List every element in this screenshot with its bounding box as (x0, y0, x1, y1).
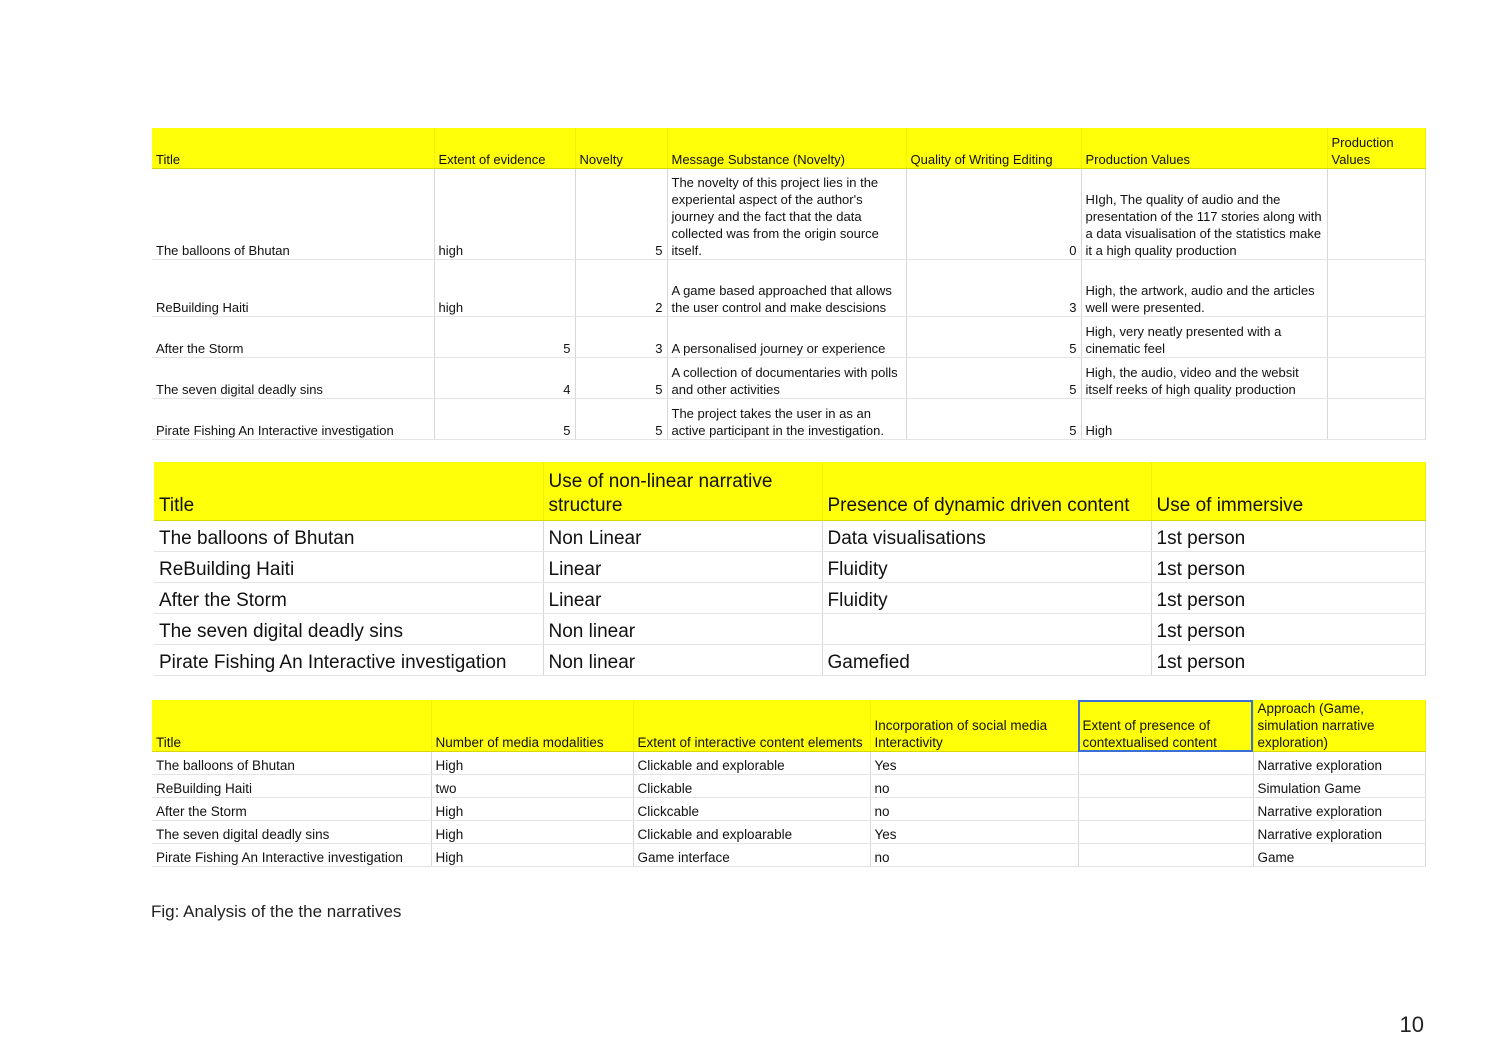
table-cell: After the Storm (152, 317, 434, 358)
table-cell: A game based approached that allows the user control and make descisions (667, 260, 906, 317)
table-cell (1078, 752, 1253, 775)
interactivity-table (152, 700, 1426, 867)
table-cell: 1st person (1151, 521, 1425, 552)
table-cell: High (431, 752, 633, 775)
col-extent-evidence-header: Extent of evidence (434, 128, 575, 169)
table-cell: 5 (906, 317, 1081, 358)
table-cell: no (870, 844, 1078, 867)
col-media-modalities-header: Number of media modalities (431, 700, 633, 752)
table-cell: The balloons of Bhutan (152, 169, 434, 260)
table-cell: ReBuilding Haiti (152, 260, 434, 317)
table-row (152, 752, 1425, 775)
narrative-structure-table (154, 462, 1426, 676)
table-cell: 5 (434, 317, 575, 358)
table-row (152, 169, 1425, 260)
table-header-row (154, 462, 1425, 521)
table-cell: After the Storm (154, 583, 543, 614)
table-cell: Non linear (543, 645, 822, 676)
table-cell: 5 (575, 169, 667, 260)
table-cell: High, very neatly presented with a cinematic feel (1081, 317, 1327, 358)
table-cell: 3 (906, 260, 1081, 317)
col-social-media-header: Incorporation of social media Interactivity (870, 700, 1078, 752)
table-cell: Clickcable (633, 798, 870, 821)
table-cell: 1st person (1151, 552, 1425, 583)
table-cell: The balloons of Bhutan (152, 752, 431, 775)
table-cell: High, the artwork, audio and the articles well were presented. (1081, 260, 1327, 317)
table-cell: 5 (575, 358, 667, 399)
table-cell: The seven digital deadly sins (152, 358, 434, 399)
table-cell: Simulation Game (1253, 775, 1425, 798)
table-cell: Clickable and explorable (633, 752, 870, 775)
table-cell (1078, 775, 1253, 798)
table-row (152, 798, 1425, 821)
table-cell: Clickable (633, 775, 870, 798)
table-cell: Linear (543, 552, 822, 583)
table-cell: Narrative exploration (1253, 798, 1425, 821)
table-cell: 4 (434, 358, 575, 399)
table-cell: 5 (434, 399, 575, 440)
table-cell: 1st person (1151, 645, 1425, 676)
table-cell: Clickable and exploarable (633, 821, 870, 844)
table-cell: 0 (906, 169, 1081, 260)
page-number: 10 (1399, 1012, 1424, 1037)
col-nonlinear-structure-header: Use of non-linear narrative structure (543, 462, 822, 521)
col-writing-quality-header: Quality of Writing Editing (906, 128, 1081, 169)
table-row (154, 645, 1425, 676)
table-cell: Pirate Fishing An Interactive investigation (152, 844, 431, 867)
col-production-values-header-2: Production Values (1327, 128, 1425, 169)
table-cell: 5 (906, 399, 1081, 440)
col-novelty-header: Novelty (575, 128, 667, 169)
table-cell (1327, 260, 1425, 317)
table-cell: 1st person (1151, 583, 1425, 614)
table-cell (1078, 821, 1253, 844)
table-cell: High (431, 844, 633, 867)
table-cell: 3 (575, 317, 667, 358)
table-cell (1327, 358, 1425, 399)
table-cell: Yes (870, 821, 1078, 844)
table-cell: Game interface (633, 844, 870, 867)
table-cell: Yes (870, 752, 1078, 775)
table-cell (1078, 798, 1253, 821)
table-cell: After the Storm (152, 798, 431, 821)
table-cell: Fluidity (822, 552, 1151, 583)
table-cell: ReBuilding Haiti (154, 552, 543, 583)
table-header-row (152, 700, 1425, 752)
table-cell: Data visualisations (822, 521, 1151, 552)
table-cell: High (431, 821, 633, 844)
table-cell: 2 (575, 260, 667, 317)
table-cell: two (431, 775, 633, 798)
table-cell: A collection of documentaries with polls and other activities (667, 358, 906, 399)
table-row (152, 399, 1425, 440)
table-cell: Non linear (543, 614, 822, 645)
table-cell: Gamefied (822, 645, 1151, 676)
table-cell (822, 614, 1151, 645)
table-row (154, 614, 1425, 645)
table-cell: Narrative exploration (1253, 821, 1425, 844)
table-cell: The novelty of this project lies in the experiental aspect of the author's journey and the fact that the data collected was from the origin source itself. (667, 169, 906, 260)
table-row (154, 583, 1425, 614)
table-cell: ReBuilding Haiti (152, 775, 431, 798)
table-cell: high (434, 169, 575, 260)
table-row (152, 358, 1425, 399)
col-production-values-header: Production Values (1081, 128, 1327, 169)
table-cell: The seven digital deadly sins (154, 614, 543, 645)
col-title-header: Title (152, 700, 431, 752)
table-cell (1327, 169, 1425, 260)
col-approach-header: Approach (Game, simulation narrative exploration) (1253, 700, 1425, 752)
table-cell: no (870, 798, 1078, 821)
table-row (152, 317, 1425, 358)
table-cell: 5 (906, 358, 1081, 399)
table-cell: The seven digital deadly sins (152, 821, 431, 844)
evaluation-table (152, 128, 1426, 440)
table-cell: high (434, 260, 575, 317)
table-cell: Pirate Fishing An Interactive investigation (154, 645, 543, 676)
table-cell: Game (1253, 844, 1425, 867)
col-title-header: Title (152, 128, 434, 169)
table-cell: The project takes the user in as an active participant in the investigation. (667, 399, 906, 440)
col-dynamic-content-header: Presence of dynamic driven content (822, 462, 1151, 521)
table-row (152, 844, 1425, 867)
table-cell: A personalised journey or experience (667, 317, 906, 358)
table-cell: no (870, 775, 1078, 798)
table-cell (1327, 399, 1425, 440)
table-header-row (152, 128, 1425, 169)
table-cell: Pirate Fishing An Interactive investigation (152, 399, 434, 440)
table-cell: High (431, 798, 633, 821)
table-row (152, 260, 1425, 317)
table-cell: 5 (575, 399, 667, 440)
table-row (154, 521, 1425, 552)
table-cell (1327, 317, 1425, 358)
table-cell (1078, 844, 1253, 867)
table-row (154, 552, 1425, 583)
table-cell: Fluidity (822, 583, 1151, 614)
table-cell: Linear (543, 583, 822, 614)
table-row (152, 775, 1425, 798)
col-interactive-content-header: Extent of interactive content elements (633, 700, 870, 752)
table-cell: HIgh, The quality of audio and the presentation of the 117 stories along with a data visualisation of the statistics make it a high quality production (1081, 169, 1327, 260)
col-title-header: Title (154, 462, 543, 521)
figure-caption: Fig: Analysis of the the narratives (151, 902, 402, 921)
col-contextualised-content-header[interactable]: Extent of presence of contextualised content (1078, 700, 1253, 752)
col-message-substance-header: Message Substance (Novelty) (667, 128, 906, 169)
table-cell: Non Linear (543, 521, 822, 552)
table-cell: High, the audio, video and the websit itself reeks of high quality production (1081, 358, 1327, 399)
col-immersive-header: Use of immersive (1151, 462, 1425, 521)
table-cell: High (1081, 399, 1327, 440)
table-cell: Narrative exploration (1253, 752, 1425, 775)
table-cell: 1st person (1151, 614, 1425, 645)
table-cell: The balloons of Bhutan (154, 521, 543, 552)
table-row (152, 821, 1425, 844)
